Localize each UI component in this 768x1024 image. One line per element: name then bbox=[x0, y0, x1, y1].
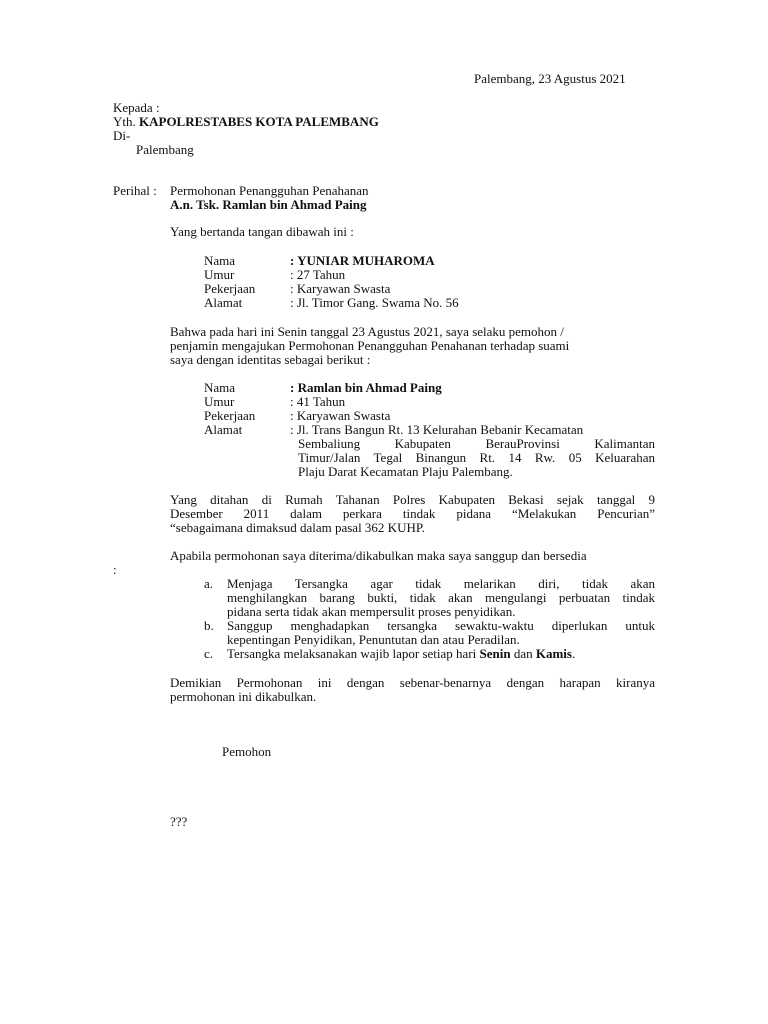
item-b-line1: Sanggup menghadapkan tersangka sewaktu-waktu diperlukan untuk bbox=[227, 618, 655, 633]
item-c-pre: Tersangka melaksanakan wajib lapor setiap hari bbox=[227, 646, 480, 661]
suspect-address-cont1: Sembaliung Kabupaten BerauProvinsi Kalimantan bbox=[298, 436, 655, 451]
applicant-identity bbox=[204, 254, 504, 314]
yth-prefix: Yth. bbox=[113, 114, 136, 129]
field-value: : Ramlan bin Ahmad Paing bbox=[290, 380, 442, 395]
field-value: : YUNIAR MUHAROMA bbox=[290, 253, 435, 268]
suspect-address-cont2: Timur/Jalan Tegal Binangun Rt. 14 Rw. 05 Keluarahan bbox=[298, 450, 655, 465]
recipient-city: Palembang bbox=[136, 142, 194, 157]
recipient-name: KAPOLRESTABES KOTA PALEMBANG bbox=[139, 114, 379, 129]
suspect-row-umur bbox=[204, 395, 664, 409]
subject-line1: Permohonan Penangguhan Penahanan bbox=[170, 183, 369, 198]
field-value: : Jl. Trans Bangun Rt. 13 Kelurahan Bebanir Kecamatan bbox=[290, 422, 584, 437]
field-label: Alamat bbox=[204, 295, 243, 310]
para1-line2: penjamin mengajukan Permohonan Penangguhan Penahanan terhadap suami bbox=[170, 338, 570, 353]
field-label: Alamat bbox=[204, 422, 243, 437]
applicant-row-umur bbox=[204, 268, 504, 282]
para1-line3: saya dengan identitas sebagai berikut : bbox=[170, 352, 371, 367]
applicant-row-alamat bbox=[204, 296, 504, 310]
subject-label: Perihal : bbox=[113, 183, 157, 198]
suspect-row-pekerjaan bbox=[204, 409, 664, 423]
suspect-address-cont3: Plaju Darat Kecamatan Plaju Palembang. bbox=[298, 464, 513, 479]
applicant-row-pekerjaan bbox=[204, 282, 504, 296]
field-value: : 27 Tahun bbox=[290, 267, 346, 282]
signature-label: Pemohon bbox=[222, 744, 272, 759]
field-value: : Karyawan Swasta bbox=[290, 408, 391, 423]
field-label: Pekerjaan bbox=[204, 408, 256, 423]
item-a-line3: pidana serta tidak akan mempersulit proses penyidikan. bbox=[227, 604, 516, 619]
suspect-row-nama bbox=[204, 381, 664, 395]
recipient-kepada: Kepada : bbox=[113, 100, 160, 115]
item-a-mark: a. bbox=[204, 576, 214, 591]
intro-text: Yang bertanda tangan dibawah ini : bbox=[170, 224, 354, 239]
para2-line2: Desember 2011 dalam perkara tindak pidana “Melakukan Pencurian” bbox=[170, 506, 655, 521]
signature-name: ??? bbox=[170, 814, 188, 829]
para2-line3: “sebagaimana dimaksud dalam pasal 362 KUHP. bbox=[170, 520, 425, 535]
para3-text: Apabila permohonan saya diterima/dikabulkan maka saya sanggup dan bersedia bbox=[170, 548, 587, 563]
letter-date: Palembang, 23 Agustus 2021 bbox=[474, 71, 626, 86]
recipient-yth bbox=[113, 115, 379, 129]
item-a-line1: Menjaga Tersangka agar tidak melarikan diri, tidak akan bbox=[227, 576, 655, 591]
field-value: : Jl. Timor Gang. Swama No. 56 bbox=[290, 295, 459, 310]
para1-line1: Bahwa pada hari ini Senin tanggal 23 Agustus 2021, saya selaku pemohon / bbox=[170, 324, 564, 339]
item-c-day1: Senin bbox=[479, 646, 511, 661]
closing-line2: permohonan ini dikabulkan. bbox=[170, 689, 317, 704]
subject-line2: A.n. Tsk. Ramlan bin Ahmad Paing bbox=[170, 197, 367, 212]
field-label: Pekerjaan bbox=[204, 281, 256, 296]
item-c-day2: Kamis bbox=[535, 646, 572, 661]
closing-line1: Demikian Permohonan ini dengan sebenar-benarnya dengan harapan kiranya bbox=[170, 675, 655, 690]
field-label: Umur bbox=[204, 394, 235, 409]
applicant-row-nama bbox=[204, 254, 504, 268]
para3-colon: : bbox=[113, 562, 117, 577]
item-a-line2: menghilangkan barang bukti, tidak akan mengulangi perbuatan tindak bbox=[227, 590, 655, 605]
item-b-mark: b. bbox=[204, 618, 214, 633]
item-c-post: . bbox=[571, 646, 576, 661]
field-value: : 41 Tahun bbox=[290, 394, 346, 409]
recipient-di: Di- bbox=[113, 128, 131, 143]
field-label: Nama bbox=[204, 380, 236, 395]
item-c-mid: dan bbox=[510, 646, 536, 661]
para2-line1: Yang ditahan di Rumah Tahanan Polres Kabupaten Bekasi sejak tanggal 9 bbox=[170, 492, 655, 507]
field-value: : Karyawan Swasta bbox=[290, 281, 391, 296]
suspect-row-alamat bbox=[204, 423, 664, 437]
item-c-mark: c. bbox=[204, 646, 214, 661]
field-label: Nama bbox=[204, 253, 236, 268]
field-label: Umur bbox=[204, 267, 235, 282]
item-c-text bbox=[227, 647, 575, 661]
item-b-line2: kepentingan Penyidikan, Penuntutan dan atau Peradilan. bbox=[227, 632, 520, 647]
